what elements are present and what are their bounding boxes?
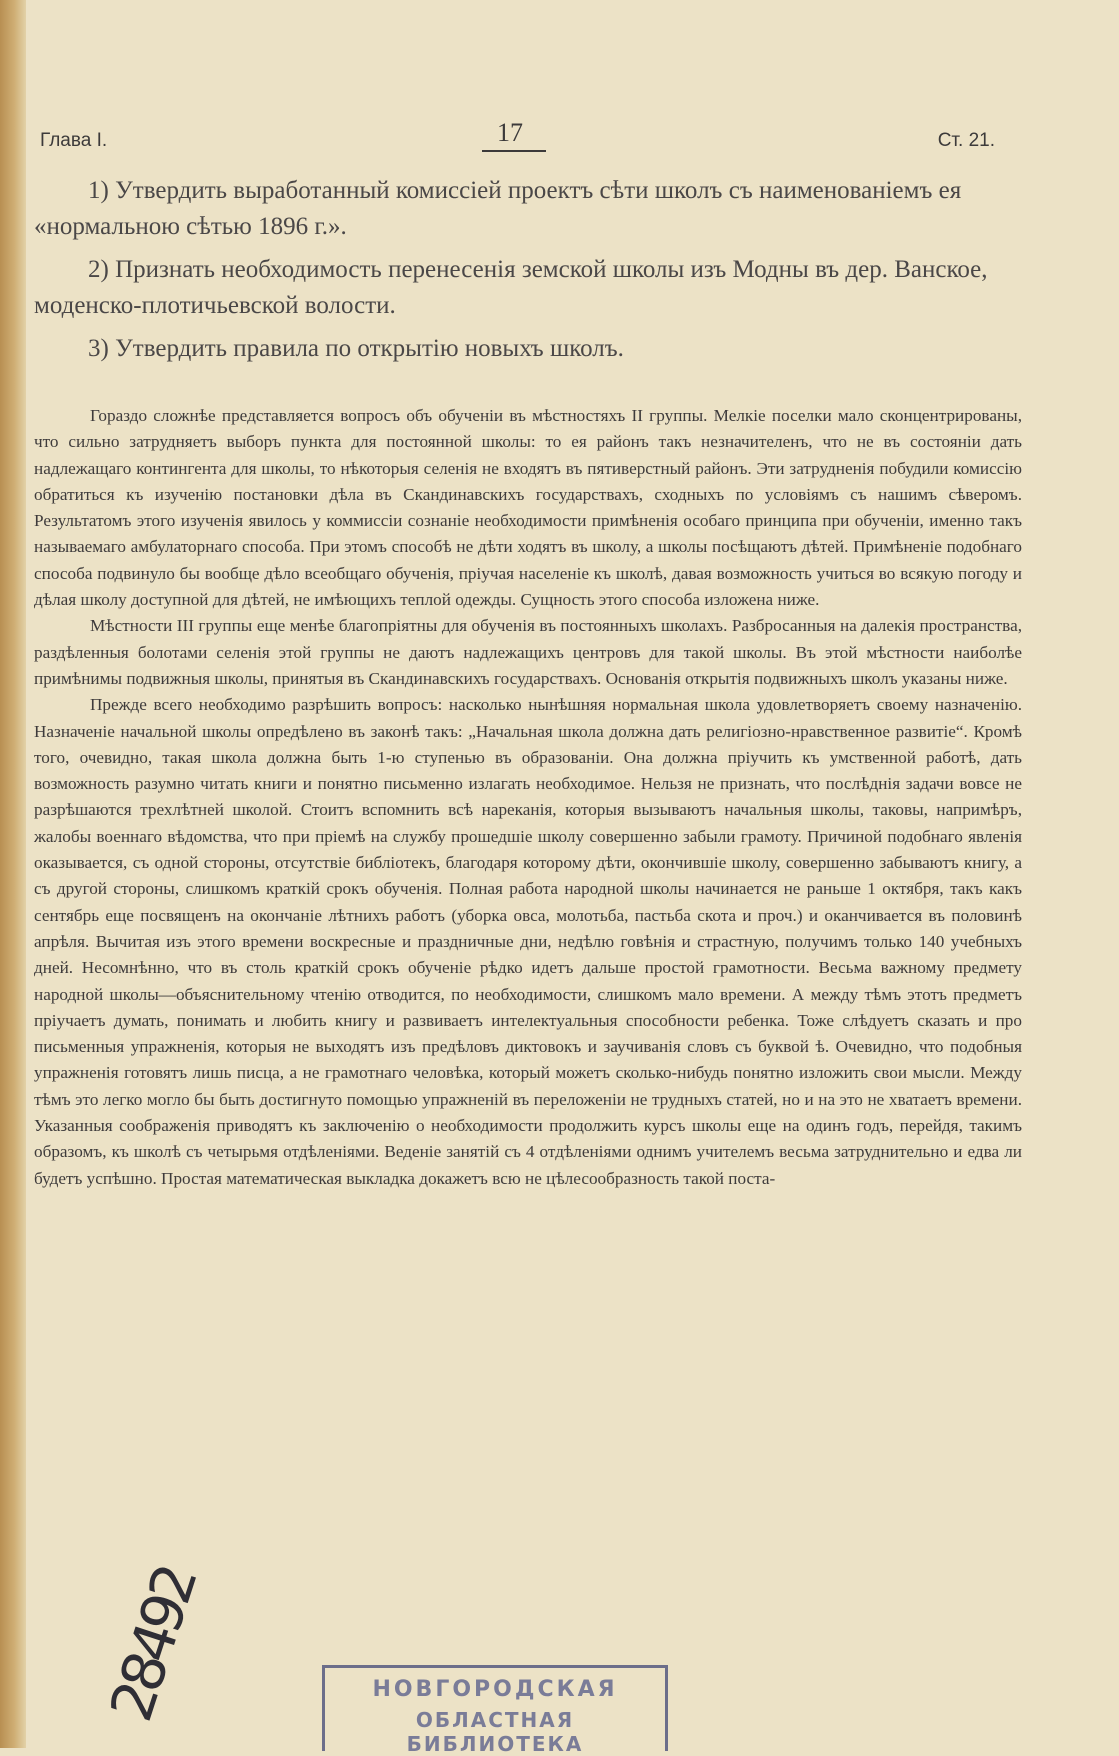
paragraph: Гораздо сложнѣе представляется вопросъ объ обученіи въ мѣстностяхъ II группы. Мелкіе поселки мало сконцентрированы, что сильно затрудняетъ выборъ пункта для постоянной школы: то ея районъ такъ незначителенъ, что не въ состояніи дать надлежащаго контингента для школы, то нѣкоторыя селенія не входятъ въ пятиверстный районъ. Эти затрудненія побудили комиссію обратиться къ изученію постановки дѣла въ Скандинавскихъ государствахъ, сходныхъ по условіямъ съ нашимъ сѣверомъ. Результатомъ этого изученія явилось у коммиссіи сознаніе необходимости примѣненія особаго принципа при обученіи, именно такъ называемаго амбулаторнаго способа. При этомъ способѣ не дѣти ходятъ въ школу, а школы посѣщаютъ дѣтей. Примѣненіе подобнаго способа подвинуло бы вообще дѣло всеобщаго обученія, пріучая населеніе къ школѣ, давая возможность учиться во всякую погоду и дѣлая школу доступной для дѣтей, не имѣющихъ теплой одежды. Сущность этого способа изложена ниже. — [34, 406, 1022, 610]
page-number-rule — [482, 150, 546, 152]
resolution-item: 1) Утвердить выработанный комиссіей проектъ сѣти школъ съ наименованіемъ ея «нормальною сѣтью 1896 г.». — [34, 177, 962, 240]
resolutions-list — [34, 173, 1014, 374]
page-number: 17 — [497, 118, 523, 147]
paragraph: Прежде всего необходимо разрѣшить вопросъ: насколько нынѣшняя нормальная школа удовлетворяетъ своему назначенію. Назначеніе начальной школы опредѣлено въ законѣ такъ: „Начальная школа должна дать религіозно-нравственное развитіе“. Кромѣ того, очевидно, такая школа должна быть 1-ю ступенью въ образованіи. Она должна пріучить къ умственной работѣ, дать возможность разумно читать книги и понятно письменно излагать необходимое. Нельзя не признать, что послѣднія задачи вовсе не разрѣшаются трехлѣтней школой. Стоитъ вспомнить всѣ нареканія, которыя вызываютъ начальныя школы, таковы, напримѣръ, жалобы военнаго вѣдомства, что при пріемѣ на службу прошедшіе школу совершенно забыли грамоту. Причиной подобнаго явленія оказывается, съ одной стороны, отсутствіе библіотекъ, благодаря которому дѣти, окончившіе школу, совершенно забываютъ книгу, а съ другой стороны, слишкомъ краткій срокъ обученія. Полная работа народной школы начинается не раньше 1 октября, такъ какъ сентябрь еще посвященъ на окончаніе лѣтнихъ работъ (уборка овса, молотьба, пастьба скота и проч.) и оканчивается въ половинѣ апрѣля. Вычитая изъ этого времени воскресные и праздничные дни, недѣлю говѣнія и страстную, получимъ только 140 учебныхъ дней. Несомнѣнно, что въ столь краткій срокъ обученіе рѣдко идетъ дальше простой грамотности. Весьма важному предмету народной школы—объяснительному чтенію отводится, по необходимости, слишкомъ мало времени. А между тѣмъ этотъ предметъ пріучаетъ думать, понимать и любить книгу и развиваетъ интелектуальныя способности ребенка. Тоже слѣдуетъ сказать и про письменныя упражненія, которыя не выходятъ изъ предѣловъ диктовокъ и заучиванія словъ съ буквой ѣ. Очевидно, что подобныя упражненія готовятъ лишь писца, а не грамотнаго человѣка, который можетъ сколько-нибудь понятно изложить свои мысли. Между тѣмъ это легко могло бы быть достигнуто помощью упражненій въ переложеніи не трудныхъ статей, но и на это не хватаетъ времени. Указанныя соображенія приводятъ къ заключенію о необходимости продолжить курсъ школы еще на одинъ годъ, перейдя, такимъ образомъ, къ школѣ съ четырьмя отдѣленіями. Веденіе занятій съ 4 отдѣленіями однимъ учителемъ весьма затруднительно и едва ли будетъ успѣшно. Простая математическая выкладка докажетъ всю не цѣлесообразность такой поста- — [34, 695, 1022, 1188]
page-header — [0, 118, 1119, 158]
stamp-line-2: ОБЛАСТНАЯ БИБЛИОТЕКА — [406, 1708, 584, 1756]
body-text — [34, 403, 1022, 1192]
page-binding-edge — [0, 0, 26, 1748]
library-stamp — [322, 1665, 668, 1756]
resolution-item: 3) Утвердить правила по открытію новыхъ школъ. — [88, 335, 624, 362]
resolution-item: 2) Признать необходимость перенесенія земской школы изъ Модны въ дер. Ванское, моденско-плотичьевской волости. — [34, 256, 988, 319]
stamp-line-1: НОВГОРОДСКАЯ — [372, 1677, 618, 1702]
chapter-label: Глава I. — [40, 130, 108, 151]
sheet-label: Ст. 21. — [937, 130, 995, 151]
handwritten-number: 28492 — [96, 1561, 210, 1729]
paragraph: Мѣстности III группы еще менѣе благопріятны для обученія въ постоянныхъ школахъ. Разбросанныя на далекія пространства, раздѣленныя болотами селенія этой группы не даютъ надлежащихъ центровъ для такой школы. Въ этой мѣстности наиболѣе примѣнимы подвижныя школы, принятыя въ Скандинавскихъ государствахъ. Основанія открытія подвижныхъ школъ указаны ниже. — [34, 616, 1022, 688]
